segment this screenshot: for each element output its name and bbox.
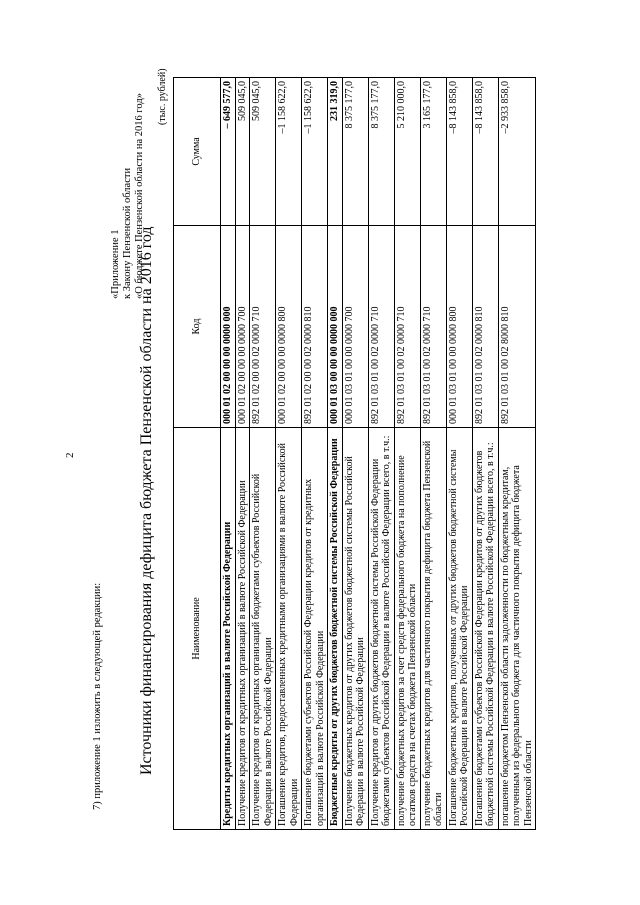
row-sum: –1 158 622,0 bbox=[302, 78, 328, 226]
row-code: 000 01 03 01 00 00 0000 800 bbox=[446, 226, 472, 428]
page-number: 2 bbox=[64, 452, 76, 458]
table-row bbox=[328, 78, 343, 830]
row-name: погашение бюджетом Пензенской области задолженности по бюджетным кредитам, полученным из федерального бюджета для частичного покрытия дефицита бюджета Пензенской области bbox=[498, 428, 536, 830]
table-row bbox=[394, 78, 420, 830]
row-name: Бюджетные кредиты от других бюджетов бюджетной системы Российской Федерации bbox=[328, 428, 343, 830]
table-row bbox=[472, 78, 498, 830]
row-code: 000 01 03 00 00 00 0000 000 bbox=[328, 226, 343, 428]
table-row bbox=[368, 78, 394, 830]
row-name: Погашение бюджетами субъектов Российской Федерации кредитов от кредитных организаций в валюте Российской Федерации bbox=[302, 428, 328, 830]
row-sum: – 649 577,0 bbox=[221, 78, 236, 226]
row-sum: 3 165 177,0 bbox=[420, 78, 446, 226]
table-row bbox=[342, 78, 368, 830]
row-code: 000 01 02 00 00 00 0000 800 bbox=[276, 226, 302, 428]
row-sum: –8 143 858,0 bbox=[446, 78, 472, 226]
row-name: Получение кредитов от кредитных организаций бюджетами субъектов Российской Федерации в валюте Российской Федерации bbox=[250, 428, 276, 830]
header-sum: Сумма bbox=[174, 78, 221, 226]
row-code: 000 01 03 01 00 00 0000 700 bbox=[342, 226, 368, 428]
table-row bbox=[276, 78, 302, 830]
table-row bbox=[498, 78, 536, 830]
table-row bbox=[221, 78, 236, 830]
intro-paragraph: 7) приложение 1 изложить в следующей редакции: bbox=[92, 582, 103, 810]
table-row bbox=[446, 78, 472, 830]
row-sum: –1 158 622,0 bbox=[276, 78, 302, 226]
row-code: 000 01 02 00 00 00 0000 700 bbox=[235, 226, 250, 428]
header-name: Наименование bbox=[174, 428, 221, 830]
row-sum: –2 933 858,0 bbox=[498, 78, 536, 226]
row-name: Получение кредитов от других бюджетов бюджетной системы Российской Федерации бюджетами субъектов Российской Федерации в валюте Российской Федерации всего, в т.ч.: bbox=[368, 428, 394, 830]
row-sum: 5 210 000,0 bbox=[394, 78, 420, 226]
header-code: Код bbox=[174, 226, 221, 428]
row-name: получение бюджетных кредитов для частичного покрытия дефицита бюджета Пензенской области bbox=[420, 428, 446, 830]
row-name: Получение бюджетных кредитов от других бюджетов бюджетной системы Российской Федерации в валюте Российской Федерации bbox=[342, 428, 368, 830]
row-sum: 8 375 177,0 bbox=[342, 78, 368, 226]
table-header-row bbox=[174, 78, 221, 830]
row-name: получение бюджетных кредитов за счет средств федерального бюджета на пополнение остатков средств на счетах бюджета Пензенской области bbox=[394, 428, 420, 830]
appendix-line-3: «О бюджете Пензенской области на 2016 год» bbox=[134, 93, 145, 299]
document-title: Источники финансирования дефицита бюджета Пензенской области на 2016 год bbox=[138, 226, 155, 775]
row-code: 000 01 02 00 00 00 0000 000 bbox=[221, 226, 236, 428]
appendix-line-1: «Приложение 1 bbox=[110, 229, 121, 299]
table-row bbox=[420, 78, 446, 830]
row-code: 892 01 03 01 00 02 0000 710 bbox=[420, 226, 446, 428]
row-name: Погашение бюджетами субъектов Российской Федерации кредитов от других бюджетов бюджетной системы Российской Федерации в валюте Российской Федерации всего, в т.ч.: bbox=[472, 428, 498, 830]
row-code: 892 01 03 01 00 02 0000 810 bbox=[472, 226, 498, 428]
table-row bbox=[250, 78, 276, 830]
row-code: 892 01 02 00 00 02 0000 810 bbox=[302, 226, 328, 428]
row-code: 892 01 03 01 00 02 0000 710 bbox=[394, 226, 420, 428]
financing-table bbox=[173, 77, 536, 830]
row-sum: 509 045,0 bbox=[235, 78, 250, 226]
row-name: Получение кредитов от кредитных организаций в валюте Российской Федерации bbox=[235, 428, 250, 830]
row-name: Кредиты кредитных организаций в валюте Российской Федерации bbox=[221, 428, 236, 830]
row-sum: 231 319,0 bbox=[328, 78, 343, 226]
appendix-line-2: к Закону Пензенской области bbox=[122, 167, 133, 299]
row-name: Погашение бюджетных кредитов, полученных от других бюджетов бюджетной системы Российской Федерации в валюте Российской Федерации bbox=[446, 428, 472, 830]
row-code: 892 01 03 01 00 02 0000 710 bbox=[368, 226, 394, 428]
row-sum: 8 375 177,0 bbox=[368, 78, 394, 226]
table-row bbox=[302, 78, 328, 830]
row-code: 892 01 03 01 00 02 8000 810 bbox=[498, 226, 536, 428]
row-code: 892 01 02 00 00 02 0000 710 bbox=[250, 226, 276, 428]
row-sum: –8 143 858,0 bbox=[472, 78, 498, 226]
row-name: Погашение кредитов, предоставленных кредитными организациями в валюте Российской Федерации bbox=[276, 428, 302, 830]
table-row bbox=[235, 78, 250, 830]
units-label: (тыс. рублей) bbox=[157, 68, 168, 125]
row-sum: 509 045,0 bbox=[250, 78, 276, 226]
